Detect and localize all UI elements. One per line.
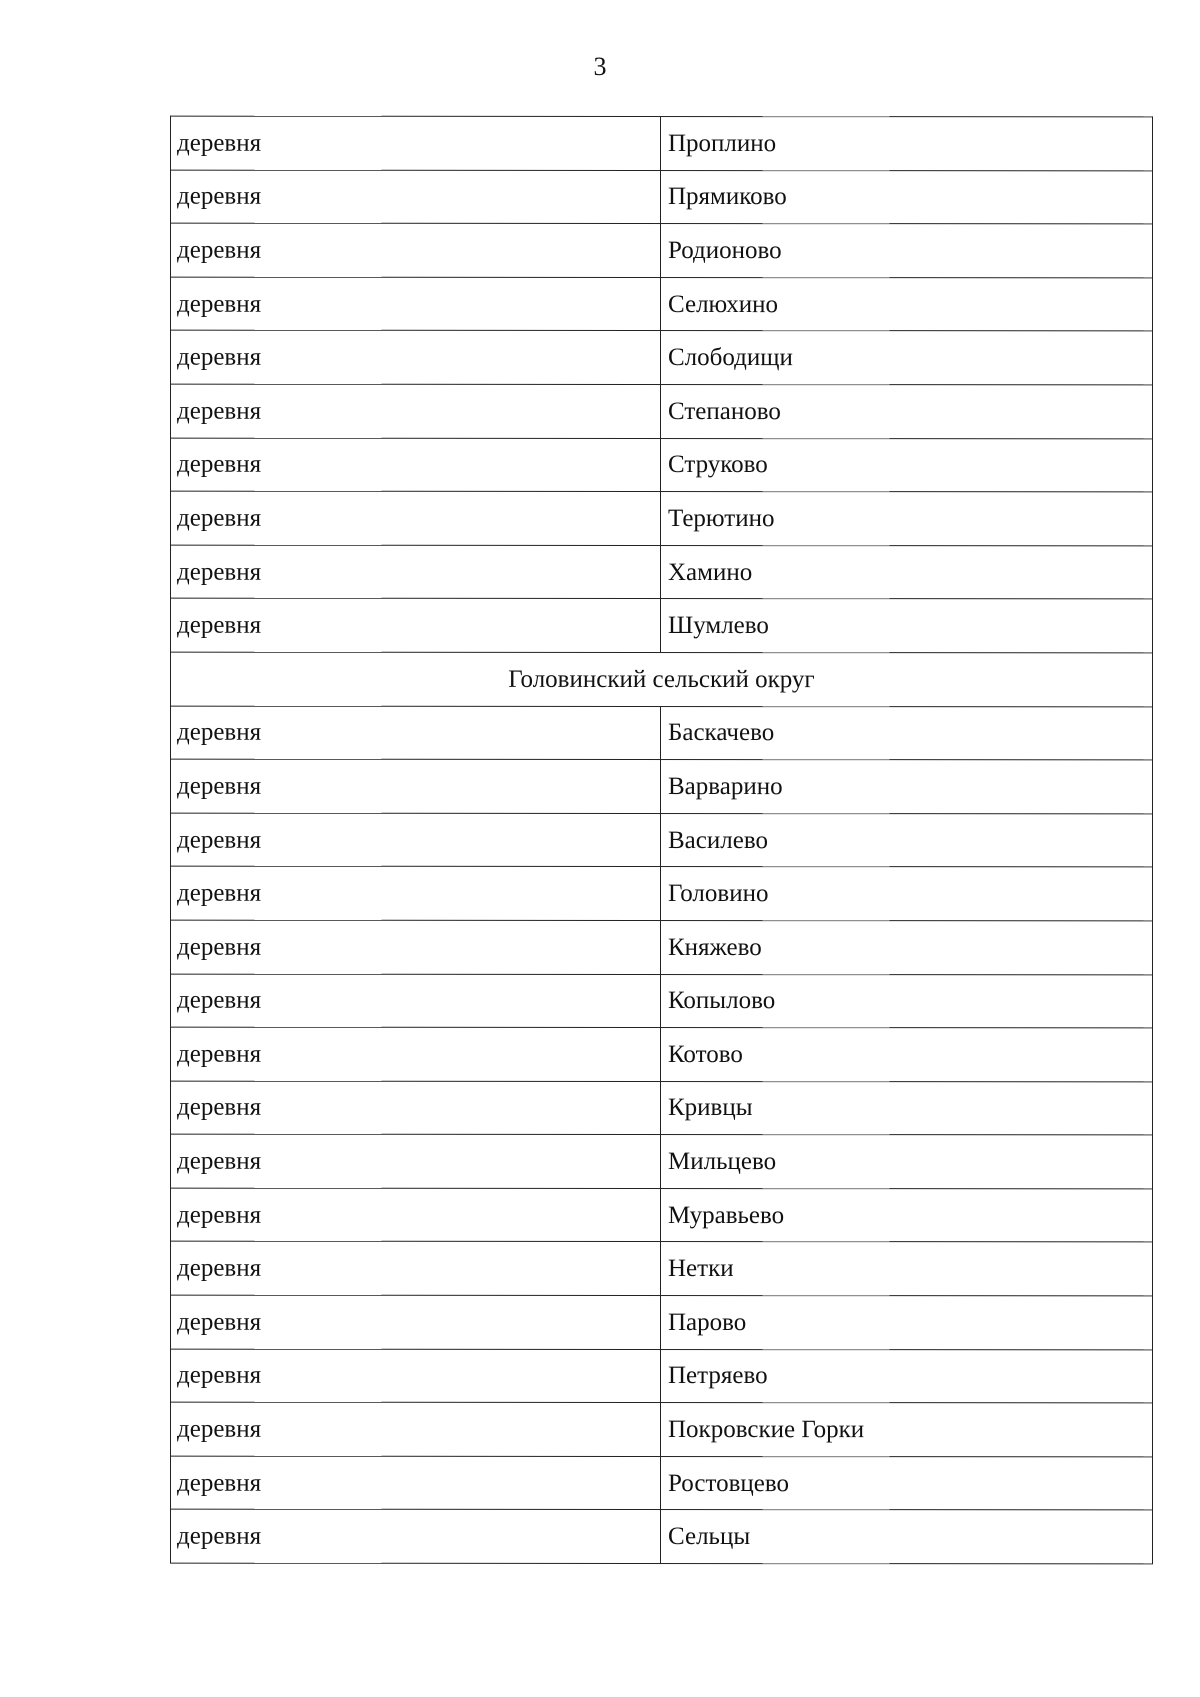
section-header-row — [171, 653, 1152, 707]
table-row — [171, 1189, 1152, 1243]
settlement-name-cell: Василево — [668, 826, 768, 854]
settlement-name-cell: Петряево — [668, 1362, 768, 1390]
settlement-type-cell: деревня — [171, 331, 661, 384]
table-row — [171, 974, 1152, 1028]
table-row — [171, 706, 1152, 760]
settlement-type-cell: деревня — [171, 921, 661, 974]
settlement-type-cell: деревня — [171, 545, 661, 598]
settlement-type-cell: деревня — [171, 1189, 661, 1242]
settlement-name-cell: Родионово — [668, 236, 782, 265]
settlement-type-cell: деревня — [171, 760, 661, 813]
settlement-name-cell: Баскачево — [668, 719, 775, 747]
settlement-type-cell: деревня — [171, 1242, 661, 1295]
settlement-type-cell: деревня — [171, 1135, 661, 1188]
settlement-name-cell: Ростовцево — [668, 1469, 790, 1497]
settlement-name-cell: Струково — [668, 451, 768, 479]
page-number: 3 — [593, 52, 607, 81]
settlement-type-cell: деревня — [171, 599, 661, 652]
table-row — [171, 385, 1152, 439]
settlement-name-cell: Парово — [668, 1308, 747, 1336]
table-row — [171, 492, 1152, 546]
settlement-name-cell: Слободищи — [668, 344, 793, 372]
settlement-name-cell: Шумлево — [668, 612, 769, 640]
settlement-type-cell: деревня — [171, 170, 661, 223]
settlement-type-cell: деревня — [171, 117, 661, 170]
settlement-name-cell: Покровские Горки — [668, 1416, 865, 1444]
table-row — [171, 1081, 1152, 1135]
table-row — [171, 545, 1152, 599]
settlement-type-cell: деревня — [171, 438, 661, 491]
settlement-name-cell: Селюхино — [668, 290, 779, 318]
settlement-name-cell: Кривцы — [668, 1094, 753, 1122]
table-row — [171, 224, 1152, 278]
settlement-type-cell: деревня — [171, 1028, 661, 1081]
table-row — [171, 1135, 1152, 1189]
table-row — [171, 1296, 1152, 1350]
table-row — [171, 1028, 1152, 1082]
table-row — [171, 1403, 1152, 1457]
table-row — [171, 170, 1152, 224]
settlement-type-cell: деревня — [171, 224, 661, 277]
settlement-type-cell: деревня — [171, 1349, 661, 1402]
settlement-name-cell: Сельцы — [668, 1523, 751, 1551]
table-row — [171, 813, 1152, 867]
settlement-name-cell: Варварино — [668, 772, 783, 801]
settlement-name-cell: Котово — [668, 1040, 743, 1068]
settlement-name-cell: Терютино — [668, 504, 775, 533]
table-row — [171, 921, 1152, 975]
settlement-name-cell: Мильцево — [668, 1148, 777, 1176]
table-row — [171, 117, 1152, 171]
settlement-name-cell: Хамино — [668, 558, 753, 586]
settlement-name-cell: Копылово — [668, 987, 776, 1015]
settlement-type-cell: деревня — [171, 277, 661, 330]
settlement-type-cell: деревня — [171, 706, 661, 759]
settlement-name-cell: Прямиково — [668, 183, 787, 211]
settlement-name-cell: Княжево — [668, 933, 762, 961]
settlements-table — [170, 116, 1153, 1565]
table-row — [171, 760, 1152, 814]
table-row — [171, 867, 1152, 921]
settlement-type-cell: деревня — [171, 1403, 661, 1456]
settlement-type-cell: деревня — [171, 1296, 661, 1349]
table-row — [171, 1457, 1152, 1511]
table-row — [171, 599, 1152, 653]
settlement-name-cell: Степаново — [668, 397, 781, 425]
table-row — [171, 277, 1152, 331]
settlement-type-cell: деревня — [171, 974, 661, 1027]
settlement-name-cell: Нетки — [668, 1255, 734, 1283]
settlement-type-cell: деревня — [171, 1457, 661, 1510]
settlement-type-cell: деревня — [171, 1081, 661, 1134]
table-row — [171, 438, 1152, 492]
table-row — [171, 331, 1152, 385]
settlement-type-cell: деревня — [171, 867, 661, 920]
table-row — [171, 1510, 1152, 1564]
section-title: Головинский сельский округ — [508, 665, 815, 693]
settlement-type-cell: деревня — [171, 813, 661, 866]
settlement-name-cell: Головино — [668, 880, 769, 908]
settlement-type-cell: деревня — [171, 1510, 661, 1563]
settlement-type-cell: деревня — [171, 492, 661, 545]
table-row — [171, 1349, 1152, 1403]
settlement-name-cell: Проплино — [668, 129, 777, 157]
table-row — [171, 1242, 1152, 1296]
settlement-type-cell: деревня — [171, 385, 661, 438]
settlement-name-cell: Муравьево — [668, 1201, 785, 1229]
